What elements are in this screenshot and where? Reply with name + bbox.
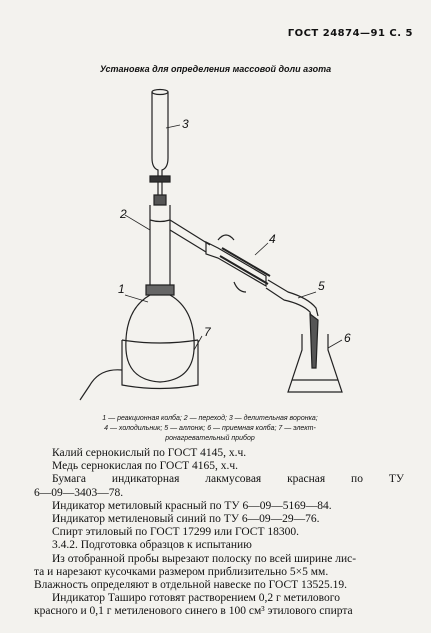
body-line-9: Из отобранной пробы вырезают полоску по всей ширине лис-	[52, 552, 357, 565]
body-line-13: красного и 0,1 г метиленового синего в 100 см³ этилового спирта	[34, 605, 353, 618]
label-1: 1	[118, 282, 125, 296]
electric-heater	[122, 340, 198, 389]
figure-title: Установка для определения массовой доли азота	[99, 64, 332, 74]
body-line-1: Калий сернокислый по ГОСТ 4145, х.ч.	[52, 447, 247, 459]
body-line-2: Медь сернокислая по ГОСТ 4165, х.ч.	[52, 460, 239, 473]
caption-line-1: 1 — реакционная колба; 2 — переход; 3 — делительная воронка;	[102, 415, 318, 422]
condenser	[206, 242, 266, 286]
label-3: 3	[182, 117, 189, 131]
body-line-12: Индикатор Таширо готовят растворением 0,2 г метилового	[52, 592, 340, 605]
body-line-11: Влажность определяют в отдельной навеске по ГОСТ 13525.19.	[34, 579, 348, 592]
body-line-7: Спирт этиловый по ГОСТ 17299 или ГОСТ 18300.	[52, 526, 299, 539]
label-5: 5	[318, 279, 325, 293]
document-body	[34, 447, 404, 619]
transition-piece	[154, 195, 166, 205]
label-4: 4	[269, 232, 276, 246]
power-cable	[80, 370, 122, 400]
caption-line-3: ронагревательный прибор	[165, 435, 255, 442]
caption-line-2: 4 — холодильник; 5 — аллонж; 6 — приемная колба; 7 — элект-	[104, 425, 316, 432]
body-line-6: Индикатор метиленовый синий по ТУ 6—09—29—76.	[52, 513, 320, 526]
body-line-10: та и нарезают кусочками размером приблизительно 5×5 мм.	[34, 565, 329, 578]
label-6: 6	[344, 331, 351, 345]
body-line-8: 3.4.2. Подготовка образцов к испытанию	[52, 539, 252, 552]
apparatus-diagram	[70, 80, 370, 410]
figure-caption	[60, 414, 360, 444]
label-2: 2	[120, 207, 127, 221]
reaction-flask	[150, 275, 170, 285]
body-line-5: Индикатор метиловый красный по ТУ 6—09—5169—84.	[52, 499, 332, 512]
body-line-4: 6—09—3403—78.	[34, 486, 124, 499]
body-line-3: Бумага индикаторная лакмусовая красная по ТУ	[52, 473, 404, 486]
page-header: ГОСТ 24874—91 С. 5	[287, 28, 413, 39]
separatory-funnel	[152, 92, 168, 176]
label-7: 7	[204, 325, 211, 339]
